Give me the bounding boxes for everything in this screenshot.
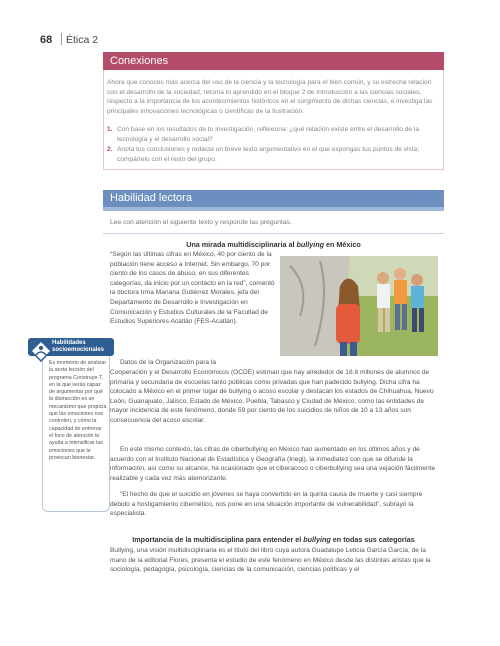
- conexiones-item-2: [107, 145, 437, 164]
- article-paragraph-1: “Según las últimas cifras en México, 40 por ciento de la población tiene acceso a Internet. Sin embargo, 70 por ciento de los casos de abuso, en sus diferentes categorías, da inicio por un contacto en la red”, comentó la doctora Irma Mariana Gutiérrez Morales, jefa del Departamento de Desarrollo e Investigación en Comunicación y Estudios Culturales de la Facultad de Estudios Superiores Acatlán (FES-Acatlán).: [110, 251, 275, 326]
- conexiones-item-1: [107, 125, 437, 144]
- section-title: [103, 535, 444, 544]
- item-number: 2.: [107, 146, 113, 153]
- section-paragraph: Bullying, una visión multidisciplinaria es el título del libro cuya autora Guadalupe Leticia García García, de la mano de la editorial Flores, presenta el estudio de este fenómeno en México desde las distintas aristas que la sociología, pedagogía, psicología, ciencias de la comunicación, ciencias políticas y el: [110, 547, 431, 574]
- article-photo: [280, 256, 438, 356]
- header-title: Ética 2: [66, 34, 99, 46]
- item-text: Con base en los resultados de tu investigación, reflexiona: ¿qué relación existe entre el desarrollo de la tecnología y el desarrollo social?: [117, 126, 420, 143]
- bullying-photo-illustration: [280, 256, 438, 356]
- title-part: en México: [324, 240, 361, 249]
- header-divider: [61, 33, 62, 45]
- page-number: 68: [40, 34, 53, 46]
- article-paragraph-4: “El hecho de que el suicidio en jóvenes se haya convertido en la quinta causa de muerte y casi siempre debido a hostigamiento cibernético, nos pone en una situación importante de vulnerabilidad”, subrayó la especialista.: [110, 491, 423, 518]
- item-text: Anota tus conclusiones y redacta un breve texto argumentativo en el que expongas tus puntos de vista; compártelo con el resto del grupo.: [117, 146, 420, 163]
- title-emphasis: bullying: [296, 240, 325, 249]
- sidebar-text: Es momento de analizar la sexta lección del programa Construye-T, en la que serás capaz de argumentar por qué la distracción es un mecanismo que propicia que las emociones nos controlen, y cómo la capacidad de entrenar el foco de atención te ayuda a intensificar las emociones que te provocan bienestar.: [49, 360, 107, 461]
- title-part: en todas sus categorías: [330, 535, 415, 544]
- title-part: Importancia de la multidisciplina para entender el: [132, 535, 304, 544]
- article-title: [103, 240, 444, 249]
- conexiones-heading: Conexiones: [103, 52, 444, 70]
- article-paragraph-2-start: Datos de la Organización para la: [120, 359, 217, 366]
- title-part: Una mirada multidisciplinaria al: [186, 240, 297, 249]
- article-paragraph-2: Cooperación y el Desarrollo Económicos (OCDE) estiman que hay alrededor de 18.8 millones de alumnos de primaria y secundaria de escuelas tanto públicas como privadas que han padecido bullying. Dicha cifra ha colocado a México en el primer lugar de bullying o acoso escolar y destacan los estados de Chihuahua, Nuevo León, Guanajuato, Jalisco, Estado de México, Puebla, Tabasco y Ciudad de México, como las entidades de mayor incidencia de este fenómeno, donde 59 por ciento de los suicidios de niños de 10 a 13 años son consecuencia del acoso escolar.: [110, 369, 434, 424]
- habilidad-lectora-heading: Habilidad lectora: [103, 190, 444, 207]
- divider: [103, 233, 444, 234]
- item-number: 1.: [107, 126, 113, 133]
- heading-underline: [103, 207, 444, 211]
- conexiones-intro: Ahora que conoces más acerca del uso de la ciencia y la tecnología para el bien común, y su estrecha relación con el desarrollo de la sociedad, retoma lo aprendido en el bloque 2 de Introducción a las ciencias sociales, respecto a la importancia de los acontecimientos históricos en el surgimiento de dichas ciencias, e investiga las principales innovaciones tecnológicas o científicas de la Ilustración.: [107, 79, 433, 115]
- title-emphasis: bullying: [303, 535, 331, 544]
- article-paragraph-3: En este mismo contexto, las cifras de ciberbullying en México han aumentado en los últimos años y de acuerdo con el Instituto Nacional de Estadística y Geografía (Inegi), la inmediatez con que se difunde la información, así como su alcance, ha ocasionado que el ciberacoso o ciberbullying sea una vejación fácilmente realizable y cada vez más atemorizante.: [110, 446, 436, 482]
- sidebar-title: Habilidades socioemocionales: [52, 340, 105, 353]
- reading-instruction: Lee con atención el siguiente texto y responde las preguntas.: [110, 219, 292, 226]
